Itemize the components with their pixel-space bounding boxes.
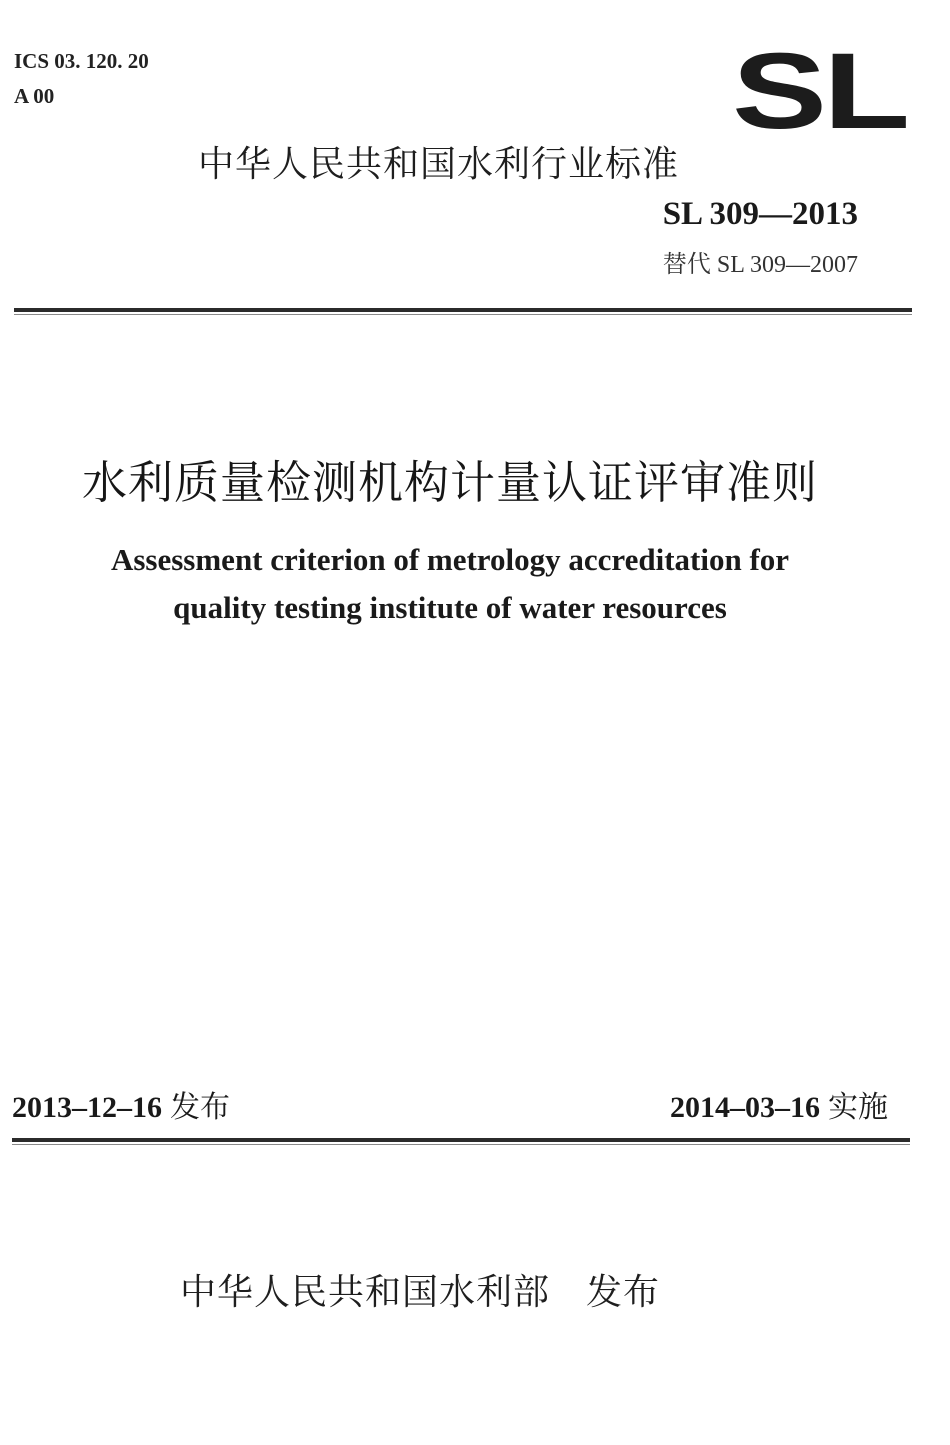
sl-logo: SL [732, 30, 907, 151]
publish-label: 发布 [586, 1272, 661, 1313]
title-english [0, 536, 900, 632]
replaces-standard: 替代 SL 309—2007 [662, 252, 858, 278]
issue-label: 发布 [170, 1090, 230, 1125]
issue-date: 2013–12–16 [12, 1091, 162, 1124]
bottom-divider [12, 1138, 910, 1142]
title-english-line-2: quality testing institute of water resources [173, 590, 727, 625]
title-chinese: 水利质量检测机构计量认证评审准则 [81, 456, 818, 509]
industry-standard-heading: 中华人民共和国水利行业标准 [198, 144, 680, 185]
ccs-code: A 00 [14, 84, 55, 108]
title-english-line-1: Assessment criterion of metrology accreditation for [110, 542, 790, 577]
publisher-name: 中华人民共和国水利部 [180, 1272, 551, 1313]
implementation-date: 2014–03–16 [670, 1091, 820, 1124]
top-divider [14, 308, 912, 312]
publisher-line [180, 1264, 660, 1315]
classification-codes [14, 44, 149, 114]
implementation-date-block [670, 1082, 888, 1126]
implementation-label: 实施 [828, 1090, 888, 1125]
standard-number: SL 309—2013 [662, 196, 858, 232]
ics-code: ICS 03. 120. 20 [14, 49, 149, 73]
issue-date-block [12, 1082, 230, 1126]
